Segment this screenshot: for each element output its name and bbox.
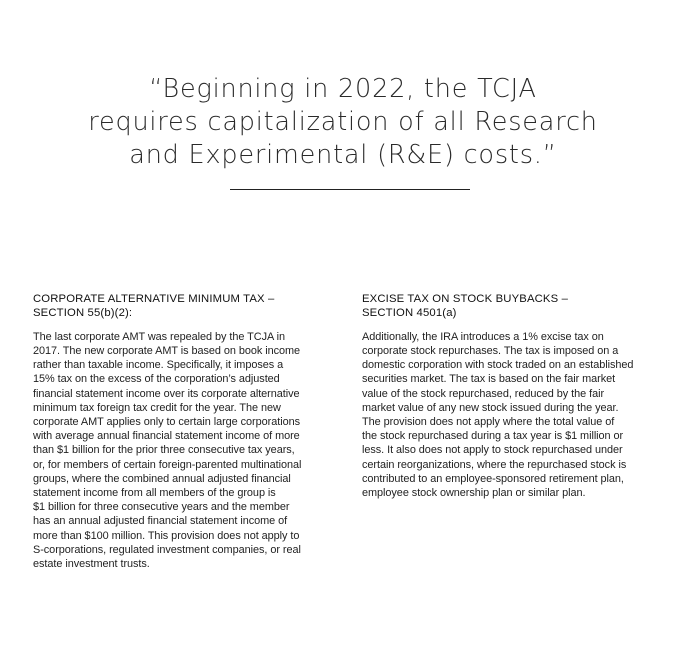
quote-divider: [230, 189, 470, 190]
section-heading: EXCISE TAX ON STOCK BUYBACKS – SECTION 4501(a): [362, 293, 569, 320]
section-body: The last corporate AMT was repealed by the TCJA in 2017. The new corporate AMT is based on book income rather than taxable income. Specifically, it imposes a 15% tax on the excess of the corporation’s adjusted financial statement income over its corporate alternative minimum tax foreign tax credit for the year. The new corporate AMT applies only to certain large corporations with average annual financial statement income of more than $1 billion for the prior three consecutive tax years, or, for members of certain foreign-parented multinational groups, where the combined annual adjusted financial statement income from all members of the group is $1 billion for three consecutive years and the member has an annual adjusted financial statement income of more than $100 million. This provision does not apply to S-corporations, regulated investment companies, or real estate investment trusts.: [33, 330, 302, 571]
pull-quote-line: “Beginning in 2022, the TCJA: [149, 74, 537, 104]
section-heading: CORPORATE ALTERNATIVE MINIMUM TAX – SECTION 55(b)(2):: [33, 293, 275, 320]
section-body: Additionally, the IRA introduces a 1% excise tax on corporate stock repurchases. The tax is imposed on a domestic corporation with stock traded on an established securities market. The tax is based on the fair market value of the stock repurchased, reduced by the fair market value of any new stock issued during the year. The provision does not apply where the total value of the stock repurchased during a tax year is $1 million or less. It also does not apply to stock repurchased under certain reorganizations, where the repurchased stock is contributed to an employee-sponsored retirement plan, employee stock ownership plan or similar plan.: [362, 330, 634, 500]
section-excise-tax: [362, 292, 662, 500]
section-corporate-amt: [33, 292, 343, 571]
pull-quote-line: requires capitalization of all Research: [88, 107, 598, 137]
pull-quote-line: and Experimental (R&E) costs.”: [129, 140, 557, 170]
pull-quote: [60, 73, 626, 172]
